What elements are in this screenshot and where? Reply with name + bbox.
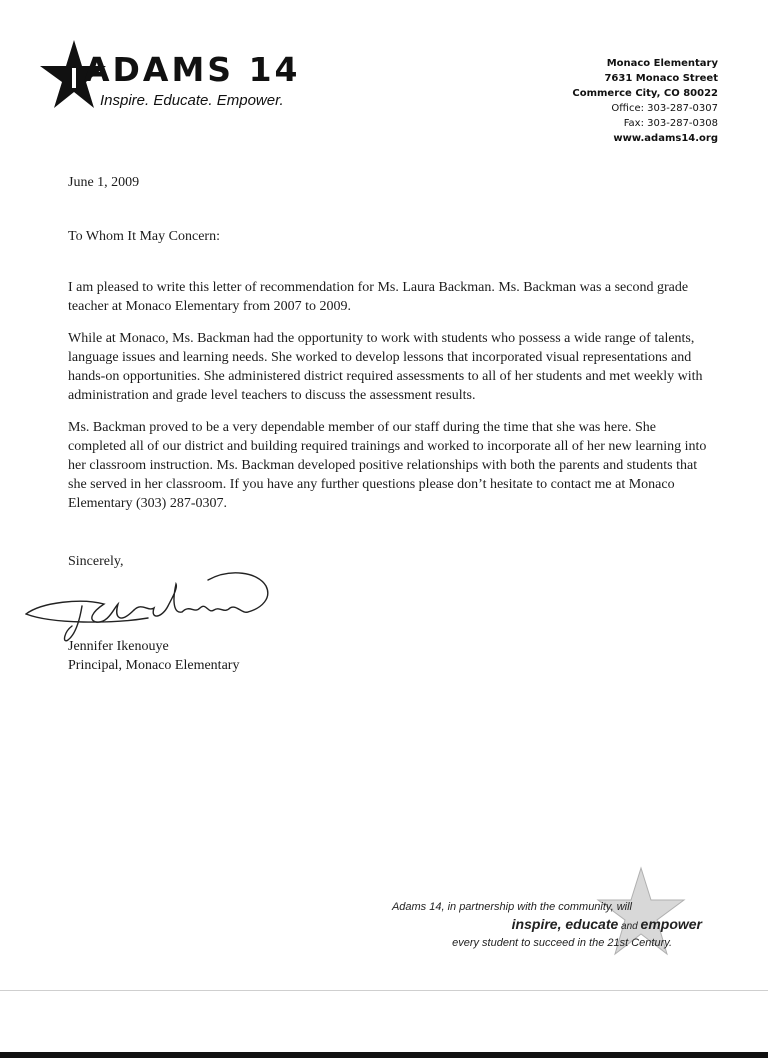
paragraph-character: Ms. Backman proved to be a very dependable member of our staff during the time that she was here. She completed all of our district and building required trainings and worked to incorporate all of her new learning into her classroom instruction. Ms. Backman developed positive relationships with both the parents and students that she served in her classroom. If you have any further questions please don’t hesitate to contact me at Monaco Elementary (303) 287-0307.	[68, 420, 707, 511]
paragraph-duties: While at Monaco, Ms. Backman had the opportunity to work with students who possess a wide range of talents, language issues and learning needs. She worked to develop lessons that incorporated visual representations and hands-on opportunities. She administered district required assessments to all of her students and met weekly with administration and grade level teachers to discuss the assessment results.	[68, 331, 703, 403]
motto-inspire: inspire	[511, 916, 558, 932]
org-name: ADAMS 14	[84, 50, 301, 89]
signer-name: Jennifer Ikenouye	[68, 639, 169, 654]
motto-educate: educate	[565, 916, 619, 932]
motto-line-3: every student to succeed in the 21st Century.	[452, 937, 672, 949]
closing: Sincerely,	[68, 554, 124, 569]
org-tagline: Inspire. Educate. Empower.	[100, 92, 284, 109]
letter-date: June 1, 2009	[68, 175, 140, 190]
motto-empower: empower	[640, 916, 702, 932]
footer-divider	[0, 990, 768, 991]
signer-title: Principal, Monaco Elementary	[68, 658, 240, 673]
motto-comma: ,	[557, 916, 566, 932]
motto-line-2	[392, 915, 702, 936]
scan-edge-bar	[0, 1052, 768, 1058]
motto-line-1: Adams 14, in partnership with the community, will	[391, 901, 632, 913]
footer-motto	[392, 900, 702, 951]
motto-and: and	[618, 921, 641, 932]
city-address: Commerce City, CO 80022	[572, 88, 718, 99]
address-block	[572, 56, 718, 146]
signer-block	[68, 637, 239, 675]
office-phone: Office: 303-287-0307	[611, 103, 718, 114]
website-link[interactable]: www.adams14.org	[613, 133, 718, 144]
paragraph-intro: I am pleased to write this letter of recommendation for Ms. Laura Backman. Ms. Backman was a second grade teacher at Monaco Elementary from 2007 to 2009.	[68, 280, 689, 314]
handwritten-signature	[22, 562, 282, 648]
salutation: To Whom It May Concern:	[68, 229, 220, 244]
school-name: Monaco Elementary	[606, 58, 718, 69]
fax-number: Fax: 303-287-0308	[623, 118, 718, 129]
street-address: 7631 Monaco Street	[604, 73, 718, 84]
